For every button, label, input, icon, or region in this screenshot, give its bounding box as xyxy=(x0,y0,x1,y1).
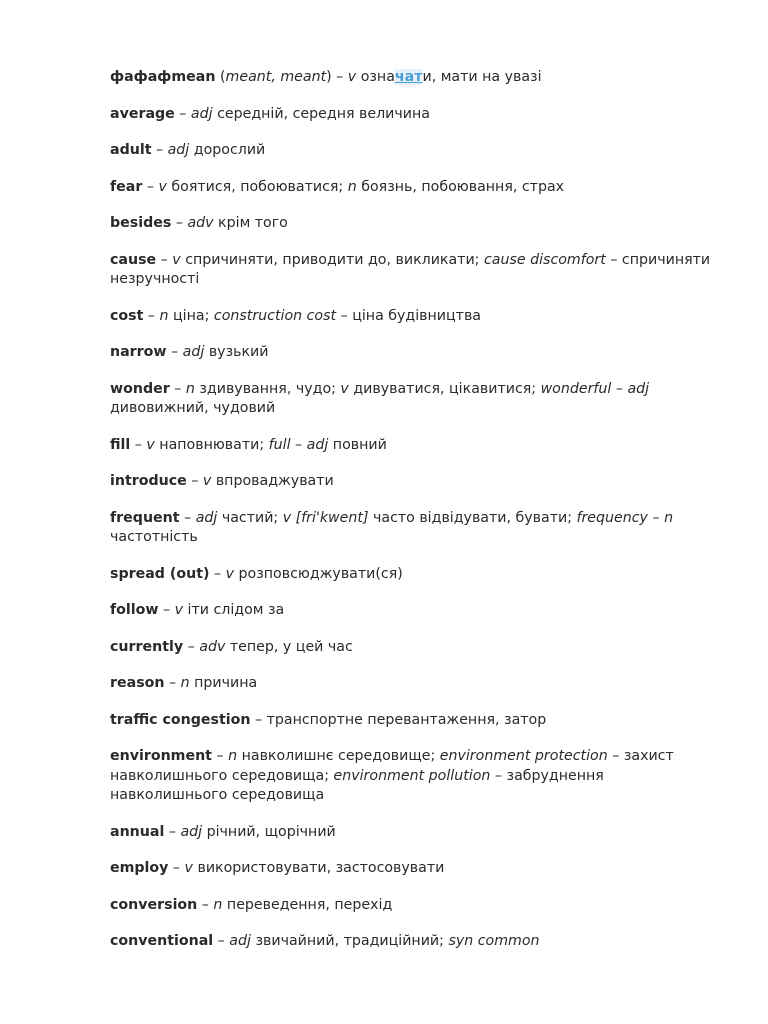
italic-term: v xyxy=(347,69,357,85)
italic-term: v xyxy=(172,251,181,268)
definition-text: частотність xyxy=(110,529,198,545)
definition-text: дивовижний, чудовий xyxy=(110,400,276,416)
definition-text: річний, щорічний xyxy=(202,823,336,840)
italic-term: n xyxy=(347,178,357,195)
definition-text: – xyxy=(174,105,191,122)
italic-term: construction cost xyxy=(213,307,337,324)
definition-text: – спричиняти незручності xyxy=(110,251,711,287)
italic-term: adj xyxy=(167,142,190,158)
definition-text: – xyxy=(142,178,159,195)
headword: fill xyxy=(110,436,131,453)
definition-text: – xyxy=(186,473,203,489)
vocab-entry xyxy=(110,565,720,585)
italic-term: frequency xyxy=(576,509,648,526)
definition-text: – xyxy=(130,436,147,453)
headword: traffic congestion xyxy=(110,711,251,728)
definition-text: часто відвідувати, бувати; xyxy=(368,509,577,526)
headword: narrow xyxy=(110,344,167,360)
definition-text: – xyxy=(211,748,229,764)
vocab-entry xyxy=(110,141,720,161)
headword: adult xyxy=(110,142,152,158)
headword: spread (out) xyxy=(110,565,210,582)
definition-text: ціна; xyxy=(168,307,214,324)
definition-text: – xyxy=(151,142,168,158)
italic-term: adj xyxy=(182,344,205,360)
definition-text: дивуватися, цікавитися; xyxy=(348,380,541,397)
definition-text: середній, середня величина xyxy=(212,105,430,122)
vocab-entry xyxy=(110,601,720,621)
italic-term: adj xyxy=(180,823,203,840)
definition-text: и, мати на увазі xyxy=(422,69,542,85)
definition-text: – xyxy=(164,675,181,691)
definition-text: – захист навколишнього середовища; xyxy=(110,748,674,784)
headword: conventional xyxy=(110,933,214,949)
definition-text: іти слідом за xyxy=(183,602,285,618)
vocab-entry xyxy=(110,343,720,363)
italic-term: adj xyxy=(229,933,251,949)
definition-text: – xyxy=(197,896,214,913)
headword: besides xyxy=(110,215,172,231)
italic-term: n xyxy=(185,380,195,397)
headword: average xyxy=(110,105,175,122)
definition-text: навколишнє середовище; xyxy=(237,748,440,764)
definition-text: ( xyxy=(215,69,226,85)
definition-text: переведення, перехід xyxy=(222,896,393,913)
italic-term: v xyxy=(340,380,349,397)
italic-term: adj xyxy=(627,380,650,397)
italic-term: n xyxy=(228,748,238,764)
headword: introduce xyxy=(110,473,187,489)
headword: reason xyxy=(110,675,165,691)
vocab-entry xyxy=(110,674,720,694)
italic-term: v xyxy=(158,178,167,195)
headword: annual xyxy=(110,823,165,840)
vocab-entry xyxy=(110,472,720,492)
highlighted-link[interactable]: чат xyxy=(394,69,423,85)
definition-text: вузький xyxy=(204,344,269,360)
definition-text: спричиняти, приводити до, викликати; xyxy=(180,251,484,268)
vocab-entry xyxy=(110,823,720,843)
definition-text: – xyxy=(647,509,665,526)
vocab-entry xyxy=(110,214,720,234)
vocab-entry xyxy=(110,307,720,327)
vocab-entry xyxy=(110,859,720,879)
italic-term: adj xyxy=(306,436,329,453)
definition-text: звичайний, традиційний; xyxy=(250,933,449,949)
italic-term: n xyxy=(180,675,190,691)
italic-term: wonderful xyxy=(540,380,612,397)
definition-text: – xyxy=(179,509,196,526)
headword: cause xyxy=(110,251,157,268)
italic-term: syn common xyxy=(448,933,540,949)
definition-text: – xyxy=(166,344,183,360)
headword: currently xyxy=(110,638,184,655)
vocab-entry xyxy=(110,68,720,88)
italic-term: adj xyxy=(195,509,218,526)
vocab-entry xyxy=(110,105,720,125)
definition-text: озна xyxy=(356,69,395,85)
definition-text: боязнь, побоювання, страх xyxy=(356,178,565,195)
vocab-entry xyxy=(110,638,720,658)
definition-text: – xyxy=(171,215,188,231)
definition-text: наповнювати; xyxy=(154,436,269,453)
definition-text: тепер, у цей час xyxy=(225,638,353,655)
definition-text: – xyxy=(143,307,160,324)
headword: follow xyxy=(110,602,159,618)
vocab-entry xyxy=(110,436,720,456)
definition-text: – забруднення навколишнього середовища xyxy=(110,767,604,803)
definition-text: – xyxy=(209,565,226,582)
italic-term: v xyxy=(202,473,212,489)
definition-text: – xyxy=(156,251,173,268)
vocab-entry xyxy=(110,711,720,731)
definition-text: здивування, чудо; xyxy=(194,380,341,397)
italic-term: v [fri'kwent] xyxy=(282,509,369,526)
italic-term: v xyxy=(146,436,155,453)
definition-text: боятися, побоюватися; xyxy=(166,178,348,195)
headword: cost xyxy=(110,307,144,324)
definition-text: крім того xyxy=(213,215,288,231)
definition-text: впроваджувати xyxy=(211,473,334,489)
definition-text: – xyxy=(183,638,200,655)
headword: fear xyxy=(110,178,143,195)
vocab-entry xyxy=(110,509,720,548)
definition-text: – xyxy=(213,933,230,949)
vocab-entry xyxy=(110,380,720,419)
definition-text: розповсюджувати(ся) xyxy=(234,565,403,582)
vocab-entry xyxy=(110,932,720,952)
headword: фафафmean xyxy=(110,69,216,85)
italic-term: environment protection xyxy=(439,748,608,764)
definition-text: – xyxy=(158,602,175,618)
definition-text: – транспортне перевантаження, затор xyxy=(250,711,547,728)
italic-term: adj xyxy=(190,105,213,122)
italic-term: v xyxy=(174,602,184,618)
italic-term: n xyxy=(213,896,223,913)
definition-text: – ціна будівництва xyxy=(336,307,482,324)
vocab-entry xyxy=(110,251,720,290)
definition-text: – xyxy=(164,823,181,840)
italic-term: environment pollution xyxy=(333,767,491,784)
vocab-entry xyxy=(110,747,720,806)
definition-text: частий; xyxy=(217,509,283,526)
italic-term: n xyxy=(159,307,169,324)
vocab-entry xyxy=(110,896,720,916)
headword: conversion xyxy=(110,896,198,913)
definition-text: – xyxy=(611,380,628,397)
definition-text: використовувати, застосовувати xyxy=(192,860,445,876)
italic-term: v xyxy=(184,860,193,876)
headword: environment xyxy=(110,748,212,764)
definition-text: – xyxy=(169,380,186,397)
definition-text: повний xyxy=(328,436,387,453)
definition-text: – xyxy=(290,436,307,453)
italic-term: adv xyxy=(199,638,226,655)
italic-term: n xyxy=(664,509,674,526)
italic-term: full xyxy=(268,436,291,453)
italic-term: v xyxy=(225,565,235,582)
italic-term: meant, meant xyxy=(225,69,327,85)
definition-text: – xyxy=(168,860,185,876)
italic-term: cause discomfort xyxy=(483,251,606,268)
headword: employ xyxy=(110,860,169,876)
vocabulary-list xyxy=(110,68,720,969)
headword: wonder xyxy=(110,380,170,397)
definition-text: причина xyxy=(189,675,258,691)
definition-text: дорослий xyxy=(189,142,266,158)
vocab-entry xyxy=(110,178,720,198)
headword: frequent xyxy=(110,509,180,526)
italic-term: adv xyxy=(187,215,214,231)
definition-text: ) – xyxy=(326,69,348,85)
